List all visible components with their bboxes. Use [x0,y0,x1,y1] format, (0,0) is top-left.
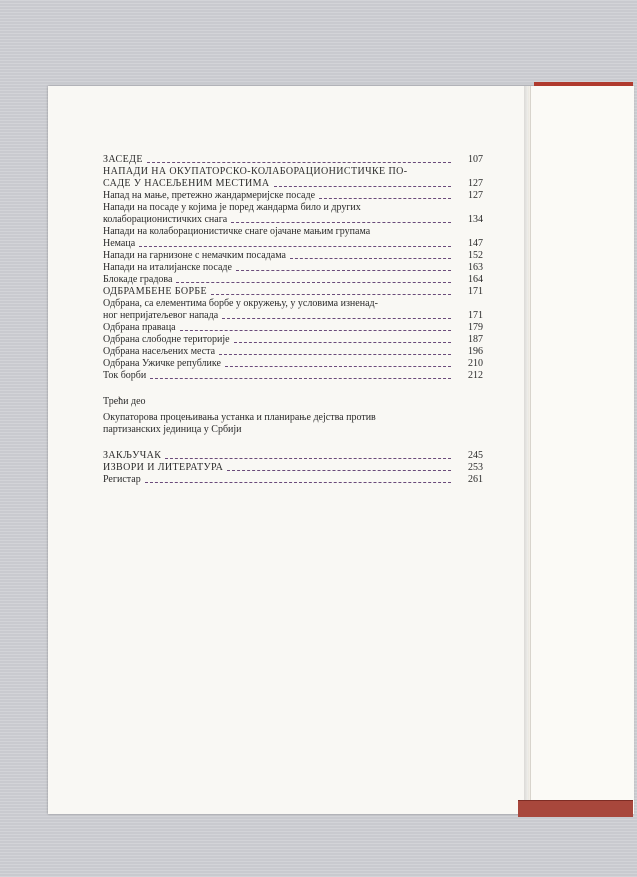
toc-entry-title: Одбрана праваца [103,322,176,333]
toc-entry-page-number: 134 [468,214,483,225]
toc-entry-title: ИЗВОРИ И ЛИТЕРАТУРА [103,462,224,473]
toc-entry-title: Напади на гарнизоне с немачким посадама [103,250,286,261]
toc-entry-page-number: 164 [468,274,483,285]
toc-entry [103,474,483,486]
toc-entry-page-number: 245 [468,450,483,461]
toc-entry [103,238,483,250]
table-of-contents [103,154,483,486]
toc-entry-title: ОДБРАМБЕНЕ БОРБЕ [103,286,208,297]
toc-entry-page-number: 196 [468,346,483,357]
toc-entry-title: НАПАДИ НА ОКУПАТОРСКО-КОЛАБОРАЦИОНИСТИЧКЕ ПО- [103,166,408,177]
book-cover-bottom-edge [518,800,633,817]
toc-leader-dashes [227,464,451,471]
toc-leader-dashes [319,192,451,199]
toc-entry [103,190,483,202]
toc-final-entries [103,450,483,486]
toc-entry [103,262,483,274]
toc-entry-page-number: 127 [468,178,483,189]
toc-entry-title: САДЕ У НАСЕЉЕНИМ МЕСТИМА [103,178,270,189]
toc-entry [103,334,483,346]
toc-entry-title: Напади на колаборационистичке снаге ојачане мањим групама [103,226,371,237]
toc-entry-title: Одбрана, са елементима борбе у окружењу, у условима изненад- [103,298,378,309]
toc-leader-dashes [180,324,451,331]
toc-entry [103,462,483,474]
toc-leader-dashes [222,312,451,319]
toc-entry-page-number: 152 [468,250,483,261]
toc-leader-dashes [274,180,451,187]
toc-entry-page-number: 210 [468,358,483,369]
toc-entry-page-number: 171 [468,286,483,297]
toc-leader-dashes [176,276,451,283]
toc-leader-dashes [290,252,451,259]
toc-entry-title: Одбрана Ужичке републике [103,358,221,369]
toc-entry-title: Регистар [103,474,141,485]
toc-leader-dashes [139,240,451,247]
toc-entry [103,178,483,190]
toc-entry [103,286,483,298]
toc-entry-title: ног непријатељевог напада [103,310,219,321]
toc-leader-dashes [225,360,451,367]
right-page [530,86,634,814]
toc-entry [103,310,483,322]
toc-entry-page-number: 253 [468,462,483,473]
toc-entry-page-number: 171 [468,310,483,321]
toc-entry-page-number: 212 [468,370,483,381]
toc-leader-dashes [150,372,451,379]
toc-entry [103,250,483,262]
toc-entry-title: Одбрана насељених места [103,346,216,357]
toc-leader-dashes [234,336,451,343]
toc-entry-page-number: 179 [468,322,483,333]
toc-entry-page-number: 261 [468,474,483,485]
toc-entry-title: ЗАКЉУЧАК [103,450,162,461]
toc-leader-dashes [211,288,451,295]
toc-leader-dashes [219,348,451,355]
toc-entry [103,370,483,382]
toc-entry-page-number: 107 [468,154,483,165]
toc-entry-page-number: 187 [468,334,483,345]
toc-entry-title: Блокаде градова [103,274,173,285]
toc-entry [103,322,483,334]
toc-entry-title: Ток борби [103,370,147,381]
left-page [48,86,528,814]
toc-entry-title: Напади на италијанске посаде [103,262,232,273]
toc-entries [103,154,483,382]
toc-leader-dashes [231,216,451,223]
toc-entry-page-number: 163 [468,262,483,273]
toc-leader-dashes [236,264,451,271]
toc-entry-title: Напади на посаде у којима је поред жандарма било и других [103,202,361,213]
toc-leader-dashes [165,452,451,459]
toc-entry [103,346,483,358]
toc-entry-title: Немаца [103,238,136,249]
toc-entry [103,166,483,178]
toc-entry-title: Напад на мање, претежно жандармеријске посаде [103,190,316,201]
toc-leader-dashes [147,156,451,163]
toc-entry [103,202,483,214]
part-description-line-2: партизанских јединица у Србији [103,424,242,435]
toc-entry [103,274,483,286]
toc-entry [103,214,483,226]
toc-entry-title: ЗАСЕДЕ [103,154,143,165]
toc-leader-dashes [145,476,451,483]
book-spread [48,86,633,814]
toc-entry [103,358,483,370]
toc-entry [103,298,483,310]
part-heading: Трећи део [103,396,146,407]
toc-entry-page-number: 127 [468,190,483,201]
toc-entry-title: Одбрана слободне територије [103,334,230,345]
toc-entry [103,226,483,238]
toc-entry [103,154,483,166]
toc-entry-title: колаборационистичких снага [103,214,228,225]
toc-entry [103,450,483,462]
part-description-line-1: Окупаторова процењивања устанка и планирање дејства против [103,412,376,423]
toc-entry-page-number: 147 [468,238,483,249]
